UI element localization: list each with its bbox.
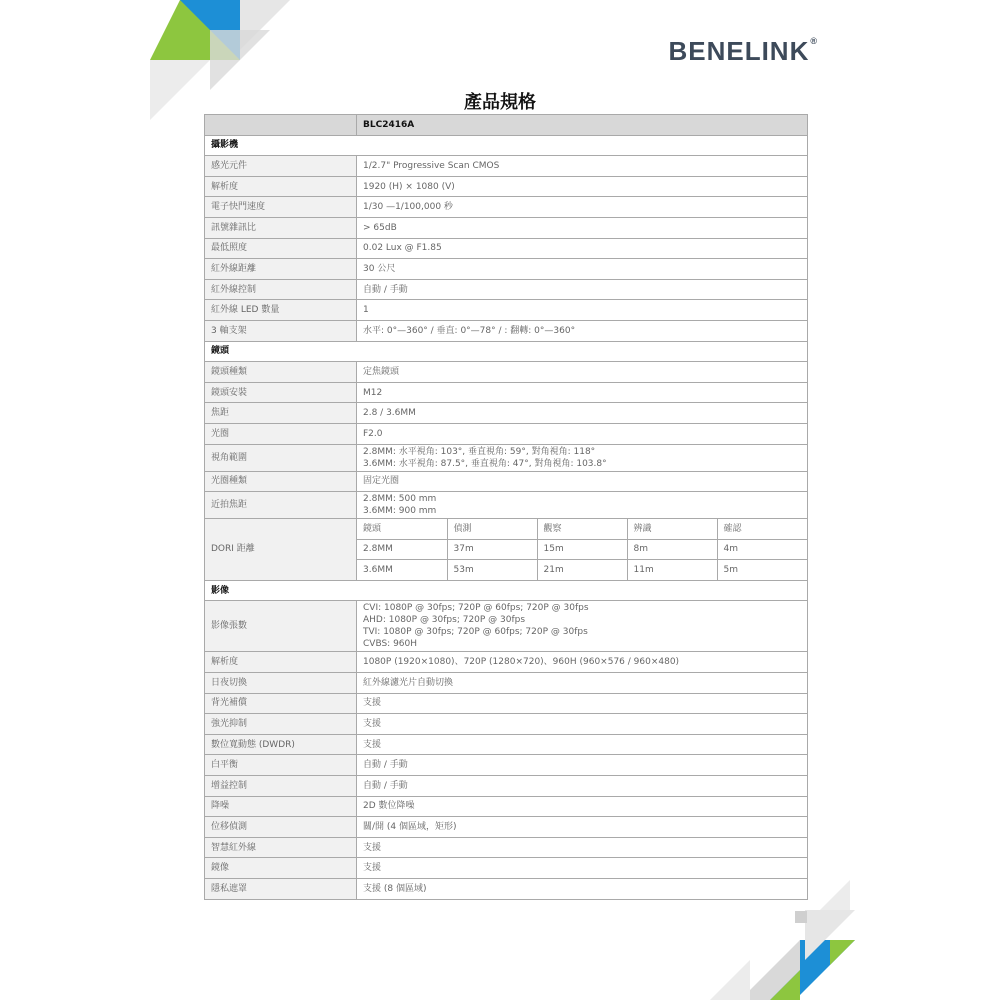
spec-label: 白平衡 <box>205 755 357 776</box>
spec-value-line: 1080P (1920×1080)、720P (1280×720)、960H (960×576 / 960×480) <box>363 657 680 668</box>
dori-cell-value: 37m <box>447 539 537 560</box>
model-row <box>205 115 808 136</box>
spec-label: 紅外線 LED 數量 <box>205 300 357 321</box>
spec-value-line: 水平: 0°—360° / 垂直: 0°—78° / : 翻轉: 0°—360° <box>363 325 576 336</box>
spec-label: 增益控制 <box>205 776 357 797</box>
spec-label: 解析度 <box>205 176 357 197</box>
spec-value-line: 3.6MM: 900 mm <box>363 506 437 517</box>
spec-row <box>205 693 808 714</box>
spec-value-line: 支援 <box>363 863 382 874</box>
spec-value-line: 支援 <box>363 842 382 853</box>
spec-value-line: 2D 數位降噪 <box>363 801 415 812</box>
spec-row <box>205 300 808 321</box>
dori-table <box>357 519 807 580</box>
spec-value-line: 3.6MM: 水平視角: 87.5°, 垂直視角: 47°, 對角視角: 103.8° <box>363 458 607 469</box>
spec-value <box>357 444 808 471</box>
spec-value <box>357 755 808 776</box>
spec-row <box>205 176 808 197</box>
spec-row <box>205 817 808 838</box>
spec-label: 位移偵測 <box>205 817 357 838</box>
spec-value <box>357 471 808 492</box>
section-title: 攝影機 <box>205 135 808 156</box>
spec-value-line: 1/30 —1/100,000 秒 <box>363 202 453 213</box>
spec-value-line: 1/2.7" Progressive Scan CMOS <box>363 160 500 171</box>
spec-value <box>357 817 808 838</box>
spec-row <box>205 652 808 673</box>
dori-cell-value: 3.6MM <box>363 565 393 576</box>
dori-cell-value: 5m <box>717 560 807 580</box>
dori-cell-value: 辨識 <box>627 519 717 539</box>
spec-value <box>357 403 808 424</box>
section-title: 影像 <box>205 580 808 601</box>
spec-value-line: 1920 (H) × 1080 (V) <box>363 181 455 192</box>
spec-value <box>357 382 808 403</box>
dori-table-cell <box>357 519 808 581</box>
spec-label: 訊號雜訊比 <box>205 217 357 238</box>
spec-row <box>205 444 808 471</box>
spec-label: 光圈 <box>205 423 357 444</box>
dori-header-row <box>357 519 807 539</box>
spec-value <box>357 714 808 735</box>
spec-value-line: CVBS: 960H <box>363 639 418 650</box>
spec-value <box>357 879 808 900</box>
spec-value-line: 支援 (8 個區域) <box>363 883 427 894</box>
spec-value-line: 支援 <box>363 698 382 709</box>
spec-value-line: 0.02 Lux @ F1.85 <box>363 243 442 254</box>
spec-row <box>205 471 808 492</box>
dori-cell-value: 21m <box>537 560 627 580</box>
spec-row <box>205 259 808 280</box>
spec-value <box>357 734 808 755</box>
dori-cell-value: 11m <box>627 560 717 580</box>
spec-value-line: 2.8MM: 水平視角: 103°, 垂直視角: 59°, 對角視角: 118° <box>363 446 596 457</box>
spec-label: 紅外線控制 <box>205 279 357 300</box>
dori-cell-value: 確認 <box>717 519 807 539</box>
spec-row <box>205 776 808 797</box>
dori-cell-value: 8m <box>627 539 717 560</box>
spec-value-line: 30 公尺 <box>363 263 396 274</box>
spec-table <box>204 114 808 900</box>
spec-row <box>205 837 808 858</box>
spec-label: 最低照度 <box>205 238 357 259</box>
spec-row <box>205 601 808 652</box>
spec-value-line: 1 <box>363 305 369 316</box>
spec-value <box>357 320 808 341</box>
spec-value-line: 自動 / 手動 <box>363 760 408 771</box>
spec-label: 電子快門速度 <box>205 197 357 218</box>
model-name: BLC2416A <box>357 115 808 136</box>
spec-value <box>357 673 808 694</box>
section-header-row <box>205 135 808 156</box>
spec-label: 強光抑制 <box>205 714 357 735</box>
spec-row <box>205 734 808 755</box>
spec-row <box>205 279 808 300</box>
spec-label: 智慧紅外線 <box>205 837 357 858</box>
spec-row <box>205 673 808 694</box>
spec-value <box>357 796 808 817</box>
spec-value <box>357 423 808 444</box>
spec-value <box>357 837 808 858</box>
spec-label: 3 軸支架 <box>205 320 357 341</box>
dori-data-row <box>357 539 807 560</box>
spec-value-line: F2.0 <box>363 428 383 439</box>
spec-row <box>205 362 808 383</box>
spec-value-line: 自動 / 手動 <box>363 284 408 295</box>
spec-row <box>205 858 808 879</box>
spec-label: 鏡頭安裝 <box>205 382 357 403</box>
dori-cell-value: 53m <box>447 560 537 580</box>
spec-label: 鏡頭種類 <box>205 362 357 383</box>
spec-value <box>357 492 808 519</box>
spec-value-line: > 65dB <box>363 222 397 233</box>
spec-value <box>357 259 808 280</box>
spec-label: 感光元件 <box>205 156 357 177</box>
section-header-row <box>205 341 808 362</box>
spec-label: 背光補償 <box>205 693 357 714</box>
spec-label: 光圈種類 <box>205 471 357 492</box>
spec-value <box>357 279 808 300</box>
spec-label: 解析度 <box>205 652 357 673</box>
spec-value-line: 定焦鏡頭 <box>363 366 400 377</box>
spec-row <box>205 197 808 218</box>
spec-value <box>357 176 808 197</box>
dori-label: DORI 距離 <box>205 519 357 581</box>
spec-value-line: 2.8 / 3.6MM <box>363 408 416 419</box>
spec-label: 視角範圍 <box>205 444 357 471</box>
spec-value <box>357 362 808 383</box>
spec-row <box>205 238 808 259</box>
brand-logo: BENELINK® <box>668 36 818 66</box>
dori-cell-value: 鏡頭 <box>357 519 447 539</box>
dori-data-row <box>357 560 807 580</box>
spec-value-line: M12 <box>363 387 383 398</box>
spec-label: 影像張數 <box>205 601 357 652</box>
spec-row <box>205 382 808 403</box>
spec-value <box>357 693 808 714</box>
spec-value <box>357 776 808 797</box>
model-label-cell <box>205 115 357 136</box>
spec-value <box>357 652 808 673</box>
spec-label: 鏡像 <box>205 858 357 879</box>
spec-row <box>205 403 808 424</box>
spec-value-line: 支援 <box>363 719 382 730</box>
spec-row <box>205 156 808 177</box>
spec-value <box>357 156 808 177</box>
spec-row <box>205 879 808 900</box>
spec-value-line: 固定光圈 <box>363 476 400 487</box>
spec-row <box>205 755 808 776</box>
spec-value-line: 紅外線濾光片自動切換 <box>363 677 454 688</box>
section-title: 鏡頭 <box>205 341 808 362</box>
spec-row <box>205 423 808 444</box>
spec-row <box>205 492 808 519</box>
spec-row <box>205 796 808 817</box>
page-title: 產品規格 <box>464 92 536 113</box>
dori-cell-value: 15m <box>537 539 627 560</box>
spec-label: 近拍焦距 <box>205 492 357 519</box>
spec-value-line: AHD: 1080P @ 30fps; 720P @ 30fps <box>363 615 526 626</box>
dori-cell-value: 偵測 <box>447 519 537 539</box>
spec-row <box>205 217 808 238</box>
spec-value-line: 關/開 (4 個區域，矩形) <box>363 822 457 833</box>
spec-label: 焦距 <box>205 403 357 424</box>
dori-cell-value: 觀察 <box>537 519 627 539</box>
corner-marker <box>795 911 807 923</box>
spec-row <box>205 320 808 341</box>
spec-label: 降噪 <box>205 796 357 817</box>
dori-cell-value: 4m <box>717 539 807 560</box>
spec-value <box>357 300 808 321</box>
section-header-row <box>205 580 808 601</box>
spec-value <box>357 217 808 238</box>
spec-value-line: 支援 <box>363 739 382 750</box>
spec-label: 紅外線距離 <box>205 259 357 280</box>
spec-row <box>205 714 808 735</box>
spec-value-line: 2.8MM: 500 mm <box>363 494 437 505</box>
dori-row <box>205 519 808 581</box>
spec-value <box>357 197 808 218</box>
spec-value <box>357 238 808 259</box>
spec-value-line: TVI: 1080P @ 30fps; 720P @ 60fps; 720P @ 30fps <box>363 627 588 638</box>
spec-label: 日夜切換 <box>205 673 357 694</box>
spec-label: 數位寬動態 (DWDR) <box>205 734 357 755</box>
spec-value-line: 自動 / 手動 <box>363 780 408 791</box>
spec-label: 隱私遮罩 <box>205 879 357 900</box>
dori-cell-value: 2.8MM <box>357 539 447 560</box>
spec-value <box>357 858 808 879</box>
spec-value-line: CVI: 1080P @ 30fps; 720P @ 60fps; 720P @ 30fps <box>363 603 589 614</box>
spec-value <box>357 601 808 652</box>
